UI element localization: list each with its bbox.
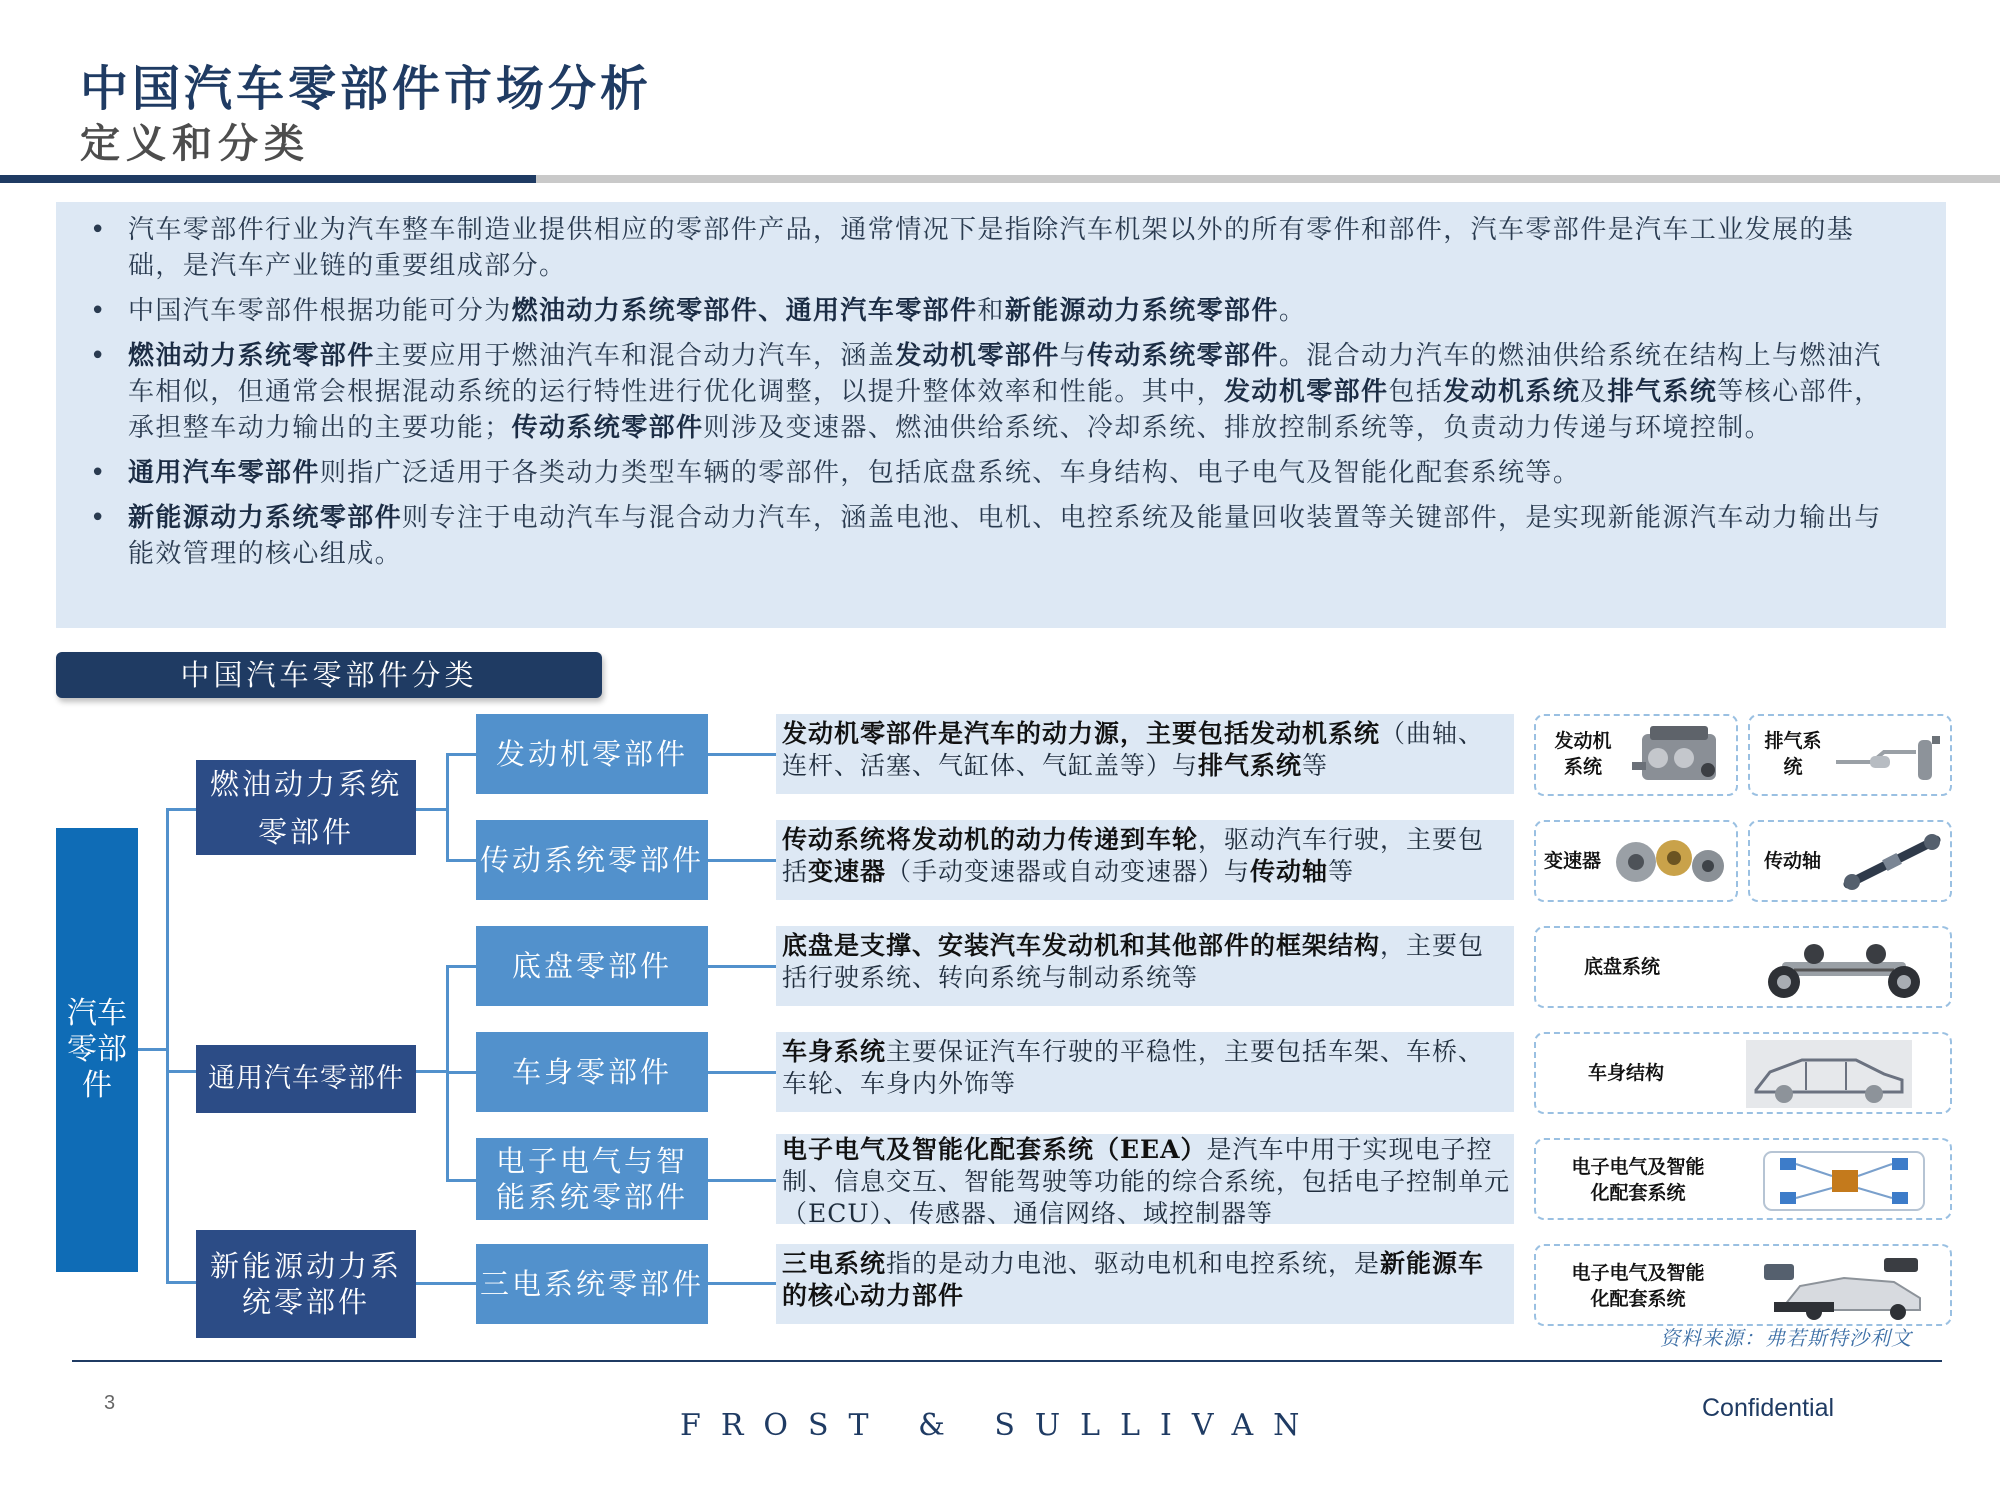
sub-chassis-parts: 底盘零部件 (476, 926, 708, 1006)
category-fuel-powertrain: 燃油动力系统零部件 (196, 760, 416, 855)
desc-engine: 发动机零部件是汽车的动力源，主要包括发动机系统（曲轴、连杆、活塞、气缸体、气缸盖等）与排气系统等 (776, 714, 1514, 794)
connector-line (446, 753, 476, 756)
image-label-gearbox: 变速器 (1544, 850, 1602, 872)
connector-line (416, 1070, 446, 1073)
sub-transmission-parts: 传动系统零部件 (476, 820, 708, 900)
connector-line (416, 808, 446, 811)
drive-shaft-icon (1838, 828, 1948, 896)
intro-panel (56, 202, 1946, 628)
classification-header: 中国汽车零部件分类 (56, 652, 602, 698)
image-label-engine: 发动机系统 (1554, 730, 1612, 778)
footer-divider (72, 1360, 1942, 1362)
desc-eea: 电子电气及智能化配套系统（EEA）是汽车中用于实现电子控制、信息交互、智能驾驶等功能的综合系统，包括电子控制单元（ECU）、传感器、通信网络、域控制器等 (776, 1134, 1514, 1224)
desc-chassis: 底盘是支撑、安装汽车发动机和其他部件的框架结构，主要包括行驶系统、转向系统与制动系统等 (776, 926, 1514, 1006)
connector-line (446, 753, 449, 861)
connector-line (708, 859, 776, 862)
engine-icon (1628, 722, 1732, 790)
intro-bullet: • 中国汽车零部件根据功能可分为燃油动力系统零部件、通用汽车零部件和新能源动力系统零部件。 (128, 293, 1906, 329)
exhaust-pipe-icon (1832, 722, 1948, 790)
image-label-drive-shaft: 传动轴 (1764, 850, 1822, 872)
category-general-parts: 通用汽车零部件 (196, 1045, 416, 1113)
desc-tri-electric: 三电系统指的是动力电池、驱动电机和电控系统，是新能源车的核心动力部件 (776, 1244, 1514, 1324)
connector-line (446, 859, 476, 862)
header-divider-dark (0, 175, 536, 183)
chassis-icon (1744, 932, 1944, 1004)
page-subtitle: 定义和分类 (80, 120, 310, 167)
connector-line (166, 1070, 196, 1073)
tree-root-auto-parts: 汽车零部件 (56, 828, 138, 1272)
connector-line (446, 1071, 476, 1074)
eea-diagram-icon (1744, 1144, 1944, 1218)
connector-line (138, 1048, 166, 1051)
header-divider-light (536, 175, 2000, 183)
category-nev-powertrain: 新能源动力系统零部件 (196, 1230, 416, 1338)
page-number: 3 (104, 1392, 116, 1414)
image-label-eea: 电子电气及智能化配套系统 (1571, 1156, 1705, 1204)
image-card-tri-electric (1534, 1244, 1952, 1326)
connector-line (166, 808, 169, 1283)
connector-line (708, 1179, 776, 1182)
connector-line (708, 1071, 776, 1074)
sub-engine-parts: 发动机零部件 (476, 714, 708, 794)
car-body-icon (1746, 1040, 1912, 1108)
desc-body: 车身系统主要保证汽车行驶的平稳性，主要包括车架、车桥、车轮、车身内外饰等 (776, 1032, 1514, 1112)
image-label-body: 车身结构 (1588, 1062, 1665, 1084)
connector-line (446, 965, 476, 968)
intro-bullet-list (128, 212, 1906, 572)
connector-line (446, 1179, 476, 1182)
desc-transmission: 传动系统将发动机的动力传递到车轮，驱动汽车行驶，主要包括变速器（手动变速器或自动变速器）与传动轴等 (776, 820, 1514, 900)
gearbox-icon (1612, 828, 1734, 896)
sub-eea-parts: 电子电气与智能系统零部件 (476, 1138, 708, 1220)
connector-line (708, 1282, 776, 1285)
image-card-body (1534, 1032, 1952, 1114)
intro-bullet: • 通用汽车零部件则指广泛适用于各类动力类型车辆的零部件，包括底盘系统、车身结构、电子电气及智能化配套系统等。 (128, 455, 1906, 491)
image-card-drive-shaft (1748, 820, 1952, 902)
image-label-chassis: 底盘系统 (1584, 956, 1661, 978)
connector-line (166, 808, 196, 811)
connector-line (708, 965, 776, 968)
image-card-eea (1534, 1138, 1952, 1220)
intro-bullet: • 新能源动力系统零部件则专注于电动汽车与混合动力汽车，涵盖电池、电机、电控系统及能量回收装置等关键部件，是实现新能源汽车动力输出与能效管理的核心组成。 (128, 500, 1906, 572)
sub-tri-electric-parts: 三电系统零部件 (476, 1244, 708, 1324)
page-title: 中国汽车零部件市场分析 (80, 61, 653, 117)
intro-bullet: • 燃油动力系统零部件主要应用于燃油汽车和混合动力汽车，涵盖发动机零部件与传动系统零部件。混合动力汽车的燃油供给系统在结构上与燃油汽车相似，但通常会根据混动系统的运行特性进行优化调整，以提升整体效率和性能。其中，发动机零部件包括发动机系统及排气系统等核心部件，承担整车动力输出的主要功能；传动系统零部件则涉及变速器、燃油供给系统、冷却系统、排放控制系统等，负责动力传递与环境控制。 (128, 338, 1906, 446)
image-label-exhaust: 排气系统 (1764, 730, 1822, 778)
image-card-gearbox (1534, 820, 1738, 902)
ev-car-icon (1744, 1250, 1944, 1324)
sub-body-parts: 车身零部件 (476, 1032, 708, 1112)
source-note: 资料来源：弗若斯特沙利文 (1660, 1326, 1912, 1350)
connector-line (166, 1281, 196, 1284)
image-card-exhaust (1748, 714, 1952, 796)
image-card-chassis (1534, 926, 1952, 1008)
image-card-engine (1534, 714, 1738, 796)
brand-logo: FROST & SULLIVAN (680, 1408, 1320, 1443)
intro-bullet: • 汽车零部件行业为汽车整车制造业提供相应的零部件产品，通常情况下是指除汽车机架以外的所有零件和部件，汽车零部件是汽车工业发展的基础，是汽车产业链的重要组成部分。 (128, 212, 1906, 284)
image-label-tri-electric: 电子电气及智能化配套系统 (1571, 1262, 1705, 1310)
confidential-label: Confidential (1702, 1394, 1835, 1422)
connector-line (708, 753, 776, 756)
connector-line (416, 1282, 476, 1285)
